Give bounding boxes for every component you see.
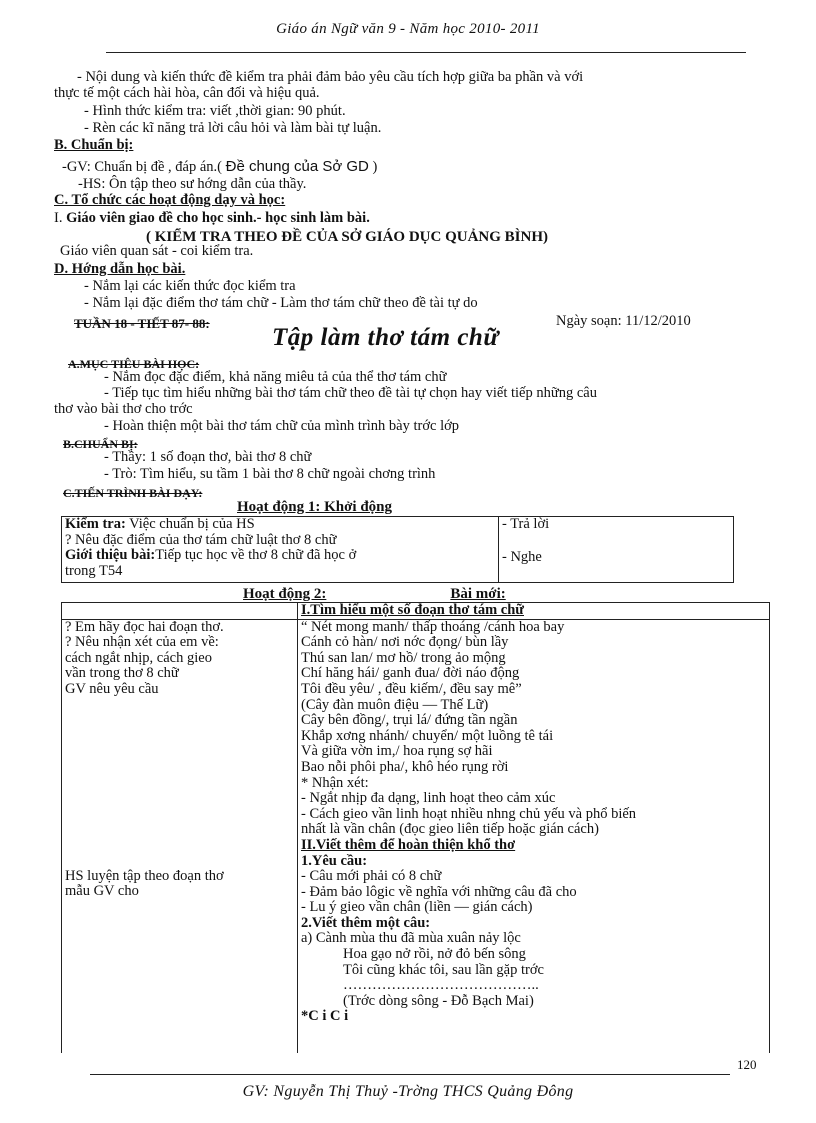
prep-gv (62, 159, 377, 175)
intro-text-2: trong T54 (65, 562, 123, 579)
guide-line-1: - Nắm lại các kiến thức đọc kiểm tra (84, 278, 296, 294)
prep-heading: B. Chuẩn bị: (54, 137, 134, 153)
guide-heading: D. Hớng dẫn học bài. (54, 261, 186, 277)
objectives-heading: A.MỤC TIÊU BÀI HỌC: (68, 357, 200, 371)
intro-label: Giới thiệu bài: (65, 547, 156, 564)
write-heading: 2.Viết thêm một câu: (301, 914, 431, 931)
content-line: * Nhận xét: (301, 774, 369, 791)
prep2-heading: B.CHUẨN BỊ: (63, 437, 138, 451)
content-line: “ Nét mong manh/ thấp thoáng /cánh hoa bay (301, 618, 565, 635)
content-line: Thú san lan/ mơ hồ/ trong ảo mộng (301, 649, 506, 666)
prep2-line-1: - Thầy: 1 số đoạn thơ, bài thơ 8 chữ (104, 449, 312, 465)
intro-line-1: - Nội dung và kiến thức đề kiểm tra phải đảm bảo yêu cầu tích hợp giữa ba phần và với (77, 69, 584, 85)
intro-text: Tiếp tục học về thơ 8 chữ đã học ở (155, 547, 357, 564)
requirements-heading: 1.Yêu cầu: (301, 852, 368, 869)
requirements-list (301, 869, 766, 916)
content-line: ………………………………….. (343, 977, 539, 994)
activity2-header-left (62, 603, 298, 620)
check-label: Kiểm tra: (65, 516, 126, 532)
activity1-teacher-cell (62, 517, 499, 583)
left-q3: cách ngắt nhịp, cách gieo (65, 649, 212, 666)
activity2-body-row (62, 619, 770, 1053)
lesson-week: TUẦN 18 - TIẾT 87- 88: (74, 316, 210, 331)
write-lines (301, 931, 766, 947)
monitor-note: Giáo viên quan sát - coi kiểm tra. (60, 243, 254, 259)
page-number: 120 (737, 1057, 757, 1072)
exam-note: ( KIỂM TRA THEO ĐỀ CỦA SỞ GIÁO DỤC QUẢNG BÌNH) (146, 229, 548, 245)
prep-gv-source: Đề chung của Sở GD (225, 158, 369, 175)
activity2-title (243, 587, 506, 602)
activity2-header-right (298, 603, 770, 620)
content-line: Cây bên đồng/, trụi lá/ đứng tần ngần (301, 712, 518, 729)
activity2-title-lesson: Bài mới: (450, 586, 506, 602)
org-item (54, 211, 370, 226)
activity2-title-text: Hoạt động 2: (243, 586, 327, 602)
check-line (65, 517, 495, 533)
content-line: - Câu mới phải có 8 chữ (301, 868, 442, 885)
content-line: a) Cành mùa thu đã mùa xuân nảy lộc (301, 930, 521, 947)
content-line: - Cách gieo vần linh hoạt nhiều nhng chủ yếu và phổ biến (301, 805, 637, 822)
page-footer: GV: Nguyễn Thị Thuỷ -Trờng THCS Quảng Đông (242, 1083, 574, 1100)
content-line: Và giữa vờn im,/ hoa rụng sợ hãi (301, 743, 493, 760)
content-line: Tôi đều yêu/ , đều kiếm/, đều say mê” (301, 680, 522, 697)
activity1-student-cell (499, 517, 734, 583)
activity2-left-cell (62, 619, 298, 1053)
objectives-line-1: - Nắm đọc đặc điểm, khả năng miêu tả của thể thơ tám chữ (104, 369, 447, 385)
left-p2: mẫu GV cho (65, 883, 139, 900)
intro-line-2: thực tế một cách hài hòa, cân đối và hiệu quả. (54, 85, 320, 101)
content-line: Khắp xơng nhánh/ chuyển/ một luồng tê tái (301, 727, 554, 744)
org-heading: C. Tổ chức các hoạt động dạy và học: (54, 192, 286, 208)
intro-line (65, 548, 495, 564)
footer-rule (90, 1074, 730, 1075)
activity1-title: Hoạt động 1: Khởi động (237, 499, 393, 515)
content-line: - Ngắt nhịp đa dạng, linh hoạt theo cảm xúc (301, 790, 556, 807)
check-question: ? Nêu đặc điểm của thơ tám chữ luật thơ 8 chữ (65, 531, 337, 548)
left-q1: ? Em hãy đọc hai đoạn thơ. (65, 618, 224, 635)
header-rule (106, 52, 746, 53)
content-line: (Trớc dòng sông - Đỗ Bạch Mai) (343, 992, 534, 1009)
write-poem (301, 947, 766, 1009)
activity2-table (61, 602, 770, 1053)
process-heading: C.TIẾN TRÌNH BÀI DẠY: (63, 486, 203, 500)
response-2: - Nghe (502, 549, 542, 566)
activity2-right-cell (298, 619, 770, 1053)
prep-gv-suffix: ) (372, 159, 378, 175)
left-spacer (65, 698, 294, 869)
content-line: Tôi cũng khác tôi, sau lần gặp trớc (343, 961, 544, 978)
check-text: Việc chuẩn bị của HS (125, 516, 255, 532)
left-q4: vần trong thơ 8 chữ (65, 665, 179, 682)
objectives-line-3: thơ vào bài thơ cho trớc (54, 401, 193, 417)
content-line: nhất là vần chân (đọc gieo liên tiếp hoặc gián cách) (301, 821, 599, 838)
content-line: - Lu ý gieo vần chân (liền — gián cách) (301, 899, 533, 916)
response-1: - Trả lời (502, 516, 550, 532)
objectives-line-4: - Hoàn thiện một bài thơ tám chữ của mình trình bày trớc lớp (104, 418, 460, 434)
intro-line-3: - Hình thức kiểm tra: viết ,thời gian: 90 phút. (84, 103, 346, 119)
activity2-header-row (62, 603, 770, 620)
left-p1: HS luyện tập theo đoạn thơ (65, 867, 224, 884)
left-q2: ? Nêu nhận xét của em về: (65, 634, 219, 651)
content-line: Chí hăng hái/ ganh đua/ đời náo động (301, 665, 520, 682)
poem-lines-1 (301, 620, 766, 838)
cut-line: *C i C i (301, 1008, 349, 1025)
activity1-table (61, 516, 734, 583)
response-spacer (502, 533, 730, 549)
org-item-number: I. (54, 210, 63, 226)
guide-line-2: - Nắm lại đặc điểm thơ tám chữ - Làm thơ tám chữ theo đề tài tự do (84, 295, 478, 311)
content-line: - Đảm bảo lôgic về nghĩa với những câu đã cho (301, 883, 577, 900)
lesson-title: Tập làm thơ tám chữ (272, 324, 499, 351)
left-q5: GV nêu yêu cầu (65, 680, 159, 697)
lesson-date: Ngày soạn: 11/12/2010 (556, 313, 691, 329)
activity1-row (62, 517, 734, 583)
content-line: Hoa gạo nở rồi, nở đỏ bến sông (343, 946, 526, 963)
objectives-line-2: - Tiếp tục tìm hiểu những bài thơ tám chữ theo đề tài tự chọn hay viết tiếp những câu (104, 385, 597, 401)
prep2-line-2: - Trò: Tìm hiểu, su tầm 1 bài thơ 8 chữ ngoài chơng trình (104, 466, 436, 482)
prep-gv-prefix: -GV: Chuẩn bị đề , đáp án.( (62, 159, 222, 175)
content-line: Bao nỗi phôi pha/, khô héo rụng rời (301, 758, 509, 775)
content-line: Cánh cỏ hàn/ nơi nớc đọng/ bùn lầy (301, 634, 509, 651)
page-header: Giáo án Ngữ văn 9 - Năm học 2010- 2011 (276, 21, 540, 37)
content-line: (Cây đàn muôn điệu — Thế Lữ) (301, 696, 489, 713)
section-1-heading: I.Tìm hiểu một số đoạn thơ tám chữ (301, 602, 524, 618)
intro-line-4: - Rèn các kĩ năng trả lời câu hỏi và làm bài tự luận. (84, 120, 382, 136)
prep-hs: -HS: Ôn tập theo sư hớng dẫn của thầy. (78, 176, 307, 192)
org-item-text: Giáo viên giao đề cho học sinh.- học sinh làm bài. (66, 210, 370, 226)
section-2-heading: II.Viết thêm để hoàn thiện khổ thơ (301, 836, 516, 853)
